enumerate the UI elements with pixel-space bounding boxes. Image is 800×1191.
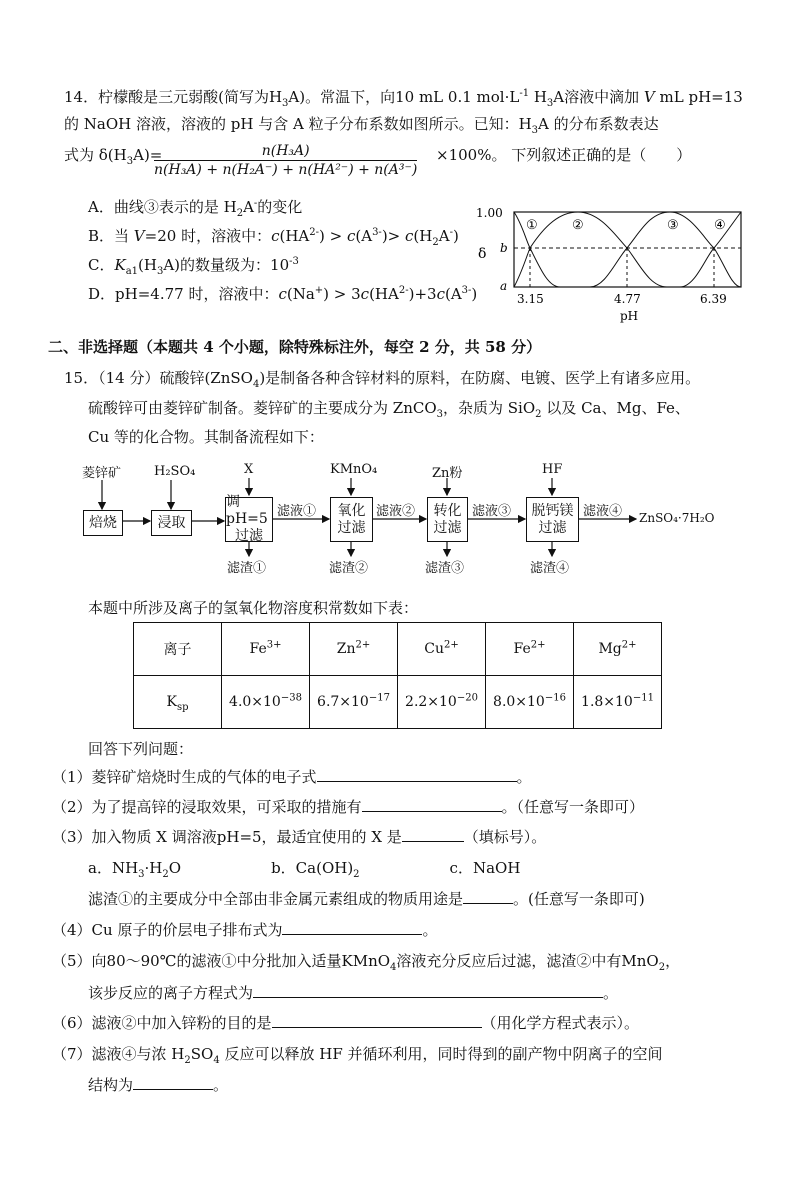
text-segment: （7）滤液④与浓 H: [52, 1045, 185, 1063]
text-segment: 滤渣①的主要成分中全部由非金属元素组成的物质用途是: [88, 890, 464, 908]
text-segment: c: [360, 285, 370, 303]
curve-label-4: ④: [714, 218, 726, 233]
text-segment: V: [133, 227, 145, 245]
text-segment: （5）向80～90℃的滤液①中分批加入适量KMnO: [52, 952, 391, 970]
text-segment: 以及 Ca、Mg、Fe、: [541, 399, 690, 417]
text-segment: ) >: [319, 227, 347, 245]
box-label: 过滤: [337, 519, 366, 536]
text-segment: 15．（14 分）硫酸锌(ZnSO: [64, 369, 253, 387]
text-segment: （1）菱锌矿焙烧时生成的气体的电子式: [52, 768, 317, 786]
ksp-row: [134, 676, 662, 729]
q15-question-line: [52, 1013, 639, 1033]
ksp-table: [133, 622, 662, 729]
text-segment: 2: [184, 1055, 191, 1066]
text-segment: ): [452, 227, 459, 245]
text-segment: )是制备各种含锌材料的原料，在防腐、电镀、医学上有诸多应用。: [259, 369, 701, 387]
box-label: 脱钙镁: [531, 502, 574, 519]
text-segment: )>: [381, 227, 406, 245]
text-segment: -1: [519, 88, 530, 99]
text-segment: a1: [125, 266, 139, 277]
text-segment: A．曲线③表示的是 H: [88, 198, 237, 216]
text-segment: ，: [665, 952, 681, 970]
input-label: Zn粉: [432, 466, 463, 481]
text-segment: Cu 等的化合物。其制备流程如下：: [88, 428, 324, 446]
text-segment: A)的数量级为：10: [163, 256, 290, 274]
text-segment: 4: [390, 962, 397, 973]
q15-question-line: [52, 1044, 663, 1064]
text-segment: A 的分布系数表达: [538, 115, 659, 133]
q15-question-line: [52, 827, 546, 847]
y-tick-a: a: [500, 279, 508, 293]
answer-blank[interactable]: [463, 889, 513, 904]
text-segment: 反应可以释放 HF 并循环利用，同时得到的副产物中阴离子的空间: [219, 1045, 663, 1063]
text-segment: -: [253, 198, 258, 209]
q15-question-line: [52, 797, 644, 817]
text-segment: 2: [353, 869, 360, 880]
x-tick-2: 4.77: [614, 292, 641, 306]
ksp-value-cell: $8.0\times 10^{-16}$: [486, 676, 574, 729]
text-segment: ) > 3: [323, 285, 361, 303]
text-segment: 3: [138, 869, 145, 880]
text-segment: SO: [190, 1045, 214, 1063]
text-segment: 14．柠檬酸是三元弱酸(简写为H: [64, 88, 283, 106]
q15-question-line: [52, 920, 437, 940]
text-segment: ，杂质为 SiO: [443, 399, 536, 417]
answer-blank[interactable]: [282, 920, 422, 935]
answer-blank[interactable]: [317, 767, 517, 782]
x-tick-3: 6.39: [700, 292, 727, 306]
q15-question-line: [88, 739, 193, 759]
text-segment: 回答下列问题：: [88, 740, 194, 758]
text-segment: 的变化: [257, 198, 303, 216]
filtrate-label: 滤液③: [472, 504, 512, 519]
text-segment: -: [449, 227, 453, 238]
text-segment: 3: [531, 125, 539, 136]
text-segment: 2: [432, 237, 439, 248]
text-segment: 硫酸锌可由菱锌矿制备。菱锌矿的主要成分为 ZnCO: [88, 399, 437, 417]
text-segment: (A: [444, 285, 462, 303]
process-box-adjust-ph: [225, 494, 273, 544]
q15-question-line: [88, 858, 520, 878]
text-segment: 。: [603, 984, 619, 1002]
curve-label-3: ③: [667, 218, 679, 233]
text-segment: 3-: [372, 227, 382, 238]
ion-cell: $Fe^{2+}$: [486, 623, 574, 676]
text-segment: （用化学方程式表示）。: [481, 1014, 640, 1032]
curve-label-2: ②: [572, 218, 584, 233]
product-label: ZnSO₄·7H₂O: [639, 511, 715, 525]
fraction-denominator: n(H₃A) + n(H₂A⁻) + n(HA²⁻) + n(A³⁻): [154, 162, 418, 178]
section-2-heading: 二、非选择题（本题共 4 个小题，除特殊标注外，每空 2 分，共 58 分）: [48, 338, 542, 356]
q15-question-line: [88, 983, 618, 1003]
text-segment: 2: [162, 869, 169, 880]
text-segment: 结构为: [88, 1076, 134, 1094]
text-segment: 2: [236, 208, 244, 219]
text-segment: 3: [436, 409, 444, 420]
filtrate-label: 滤液②: [376, 504, 416, 519]
text-segment: (H: [138, 256, 157, 274]
ksp-value-cell: $4.0\times 10^{-38}$: [222, 676, 310, 729]
text-segment: 3: [282, 98, 289, 109]
text-segment: +: [314, 285, 324, 296]
text-segment: mL pH=13: [654, 88, 743, 106]
text-segment: A)。常温下，向10 mL 0.1 mol·L: [288, 88, 520, 106]
q15-question-line: [88, 889, 645, 909]
text-segment: ·H: [144, 859, 163, 877]
text-segment: 。: [422, 921, 438, 939]
text-segment: 2: [658, 962, 666, 973]
ion-cell: $Fe^{3+}$: [222, 623, 310, 676]
input-label: 菱锌矿: [82, 466, 122, 481]
text-segment: B．当: [88, 227, 134, 245]
text-segment: 4: [252, 379, 260, 390]
ksp-value-cell: $1.8\times 10^{-11}$: [574, 676, 662, 729]
header-cell: 离子: [134, 623, 222, 676]
q15-question-line: [52, 767, 532, 787]
fraction-numerator: n(H₃A): [154, 143, 417, 161]
answer-blank[interactable]: [272, 1013, 482, 1028]
text-segment: K: [114, 256, 126, 274]
answer-blank[interactable]: [402, 827, 464, 842]
text-segment: 。（任意写一条即可）: [501, 798, 645, 816]
ion-row: [134, 623, 662, 676]
text-segment: （2）为了提高锌的浸取效果，可采取的措施有: [52, 798, 362, 816]
process-box-convert: [427, 497, 468, 542]
ksp-value-cell: $6.7\times 10^{-17}$: [310, 676, 398, 729]
text-segment: （3）加入物质 X 调溶液pH=5，最适宜使用的 X 是: [52, 828, 402, 846]
process-box-remove-ca-mg: [526, 497, 579, 542]
filtrate-label: 滤液④: [583, 504, 623, 519]
input-label: H₂SO₄: [154, 464, 196, 479]
text-segment: V: [643, 88, 655, 106]
text-segment: （6）滤液②中加入锌粉的目的是: [52, 1014, 272, 1032]
text-segment: (HA: [279, 227, 310, 245]
ion-cell: $Zn^{2+}$: [310, 623, 398, 676]
text-segment: A: [438, 227, 450, 245]
y-tick-top: 1.00: [476, 206, 503, 220]
ksp-value-cell: $2.2\times 10^{-20}$: [398, 676, 486, 729]
text-segment: H: [529, 88, 547, 106]
text-segment: =20 时，溶液中：: [144, 227, 272, 245]
process-box-leach: [151, 510, 192, 536]
text-segment: D．pH=4.77 时，溶液中：: [88, 285, 279, 303]
y-tick-b: b: [500, 241, 508, 255]
text-segment: A: [243, 198, 254, 216]
residue-label: 滤渣②: [329, 561, 369, 576]
ion-cell: $Mg^{2+}$: [574, 623, 662, 676]
box-label: 转化: [433, 502, 462, 519]
text-segment: 4: [213, 1055, 220, 1066]
box-label: 过滤: [433, 519, 462, 536]
text-segment: C．: [88, 256, 115, 274]
box-label: 过滤: [538, 519, 567, 536]
process-box-roast: [83, 510, 123, 536]
text-segment: 。: [213, 1076, 229, 1094]
residue-label: 滤渣③: [425, 561, 465, 576]
text-segment: (A: [355, 227, 373, 245]
answer-blank[interactable]: [133, 1075, 213, 1090]
filtrate-label: 滤液①: [277, 504, 317, 519]
table-intro: 本题中所涉及离子的氢氧化物溶度积常数如下表：: [88, 599, 419, 617]
text-segment: ): [471, 285, 478, 303]
text-segment: 2-: [398, 285, 409, 296]
text-segment: 3: [156, 266, 164, 277]
ksp-label-cell: $K_{sp}$: [134, 676, 222, 729]
text-segment: 2: [535, 409, 542, 420]
input-label: X: [244, 462, 254, 477]
input-label: KMnO₄: [330, 462, 378, 477]
text-segment: 溶液充分反应后过滤，滤渣②中有MnO: [396, 952, 659, 970]
box-label: 氧化: [337, 502, 366, 519]
text-segment: 3: [546, 98, 554, 109]
text-segment: 。(任意写一条即可): [513, 890, 645, 908]
text-segment: A)=: [133, 146, 163, 164]
text-segment: 的 NaOH 溶液，溶液的 pH 与含 A 粒子分布系数如图所示。已知：H: [64, 115, 532, 133]
q15-question-line: [88, 1075, 228, 1095]
text-segment: a．NH: [88, 859, 139, 877]
text-segment: -3: [289, 256, 299, 267]
text-segment: 式为 δ(H: [64, 146, 127, 164]
text-segment: c: [436, 285, 445, 303]
process-box-oxidize: [330, 497, 373, 542]
text-segment: c: [405, 227, 414, 245]
curve-label-1: ①: [526, 218, 538, 233]
q15-question-line: [52, 951, 680, 971]
text-segment: 2-: [309, 227, 319, 238]
text-segment: c: [346, 227, 356, 245]
text-segment: O b．Ca(OH): [168, 859, 354, 877]
text-segment: (Na: [286, 285, 315, 303]
y-axis-label: δ: [478, 246, 487, 262]
answer-blank[interactable]: [253, 983, 603, 998]
text-segment: 3: [126, 156, 134, 167]
ion-cell: $Cu^{2+}$: [398, 623, 486, 676]
text-segment: c．NaOH: [359, 859, 521, 877]
text-segment: 3-: [461, 285, 472, 296]
text-segment: c: [271, 227, 280, 245]
text-segment: （填标号）。: [463, 828, 547, 846]
answer-blank[interactable]: [362, 797, 502, 812]
text-segment: )+3: [408, 285, 437, 303]
residue-label: 滤渣④: [530, 561, 570, 576]
box-label: 浸取: [157, 514, 186, 531]
text-segment: c: [278, 285, 287, 303]
box-label: 调pH=5: [226, 494, 268, 527]
text-segment: 。: [516, 768, 532, 786]
text-segment: 该步反应的离子方程式为: [88, 984, 254, 1002]
text-segment: A溶液中滴加: [553, 88, 644, 106]
input-label: HF: [542, 462, 563, 477]
box-label: 焙烧: [89, 514, 117, 531]
text-segment: (HA: [369, 285, 399, 303]
box-label: 过滤: [235, 528, 263, 544]
text-segment: （4）Cu 原子的价层电子排布式为: [52, 921, 283, 939]
text-segment: ×100%。 下列叙述正确的是（ ）: [436, 146, 692, 164]
x-axis-label: pH: [620, 309, 639, 323]
residue-label: 滤渣①: [227, 561, 267, 576]
text-segment: (H: [413, 227, 433, 245]
x-tick-1: 3.15: [517, 292, 544, 306]
